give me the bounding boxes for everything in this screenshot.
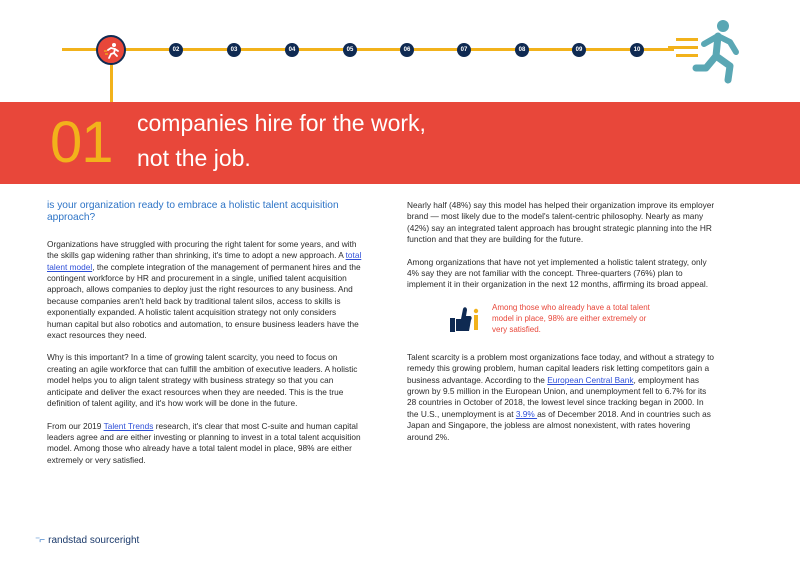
paragraph-text: research, it's clear that most C-suite and human capital leaders agree and are either investing or planning to invest in a total talent acquisition model. Among those who already have a total talent model in place, 98% are either extremely or very satisfied.	[47, 420, 361, 465]
randstad-logo-icon: ⁻⌐	[35, 535, 45, 546]
right-column	[407, 200, 717, 454]
paragraph-text: , the complete integration of the management of permanent hires and the contingent workforce by HR and procurement in a single, unified talent acquisition approach, allows companies to deploy just the right resources to any business. And because companies aren't held back by traditional talent silos, access to skills is exponentially expanded. A holistic talent acquisition strategy not only considers human capital but also robotics and automation, to ensure business leaders have the exact resources they need.	[47, 261, 361, 341]
paragraph: Among organizations that have not yet implemented a holistic talent strategy, only 4% say they are not familiar with the concept. Three-quarters (76%) plan to implement it in their organization in the next 12 months, affirming its broad appeal.	[407, 256, 709, 290]
paragraph	[407, 352, 717, 443]
runner-icon	[103, 42, 121, 60]
paragraph	[47, 239, 363, 342]
thumbs-up-info-icon	[450, 304, 480, 336]
timeline-step-10[interactable]: 10	[630, 43, 644, 57]
paragraph-text: From our 2019	[47, 420, 104, 431]
timeline-step-03[interactable]: 03	[227, 43, 241, 57]
brand-name: randstad sourceright	[48, 535, 140, 546]
chapter-timeline	[0, 0, 800, 100]
footer-logo	[35, 535, 139, 546]
chapter-title-line1: companies hire for the work,	[137, 110, 426, 136]
timeline-step-09[interactable]: 09	[572, 43, 586, 57]
running-person-icon	[690, 18, 746, 84]
timeline-step-02[interactable]: 02	[169, 43, 183, 57]
paragraph-text: Organizations have struggled with procuring the right talent for some years, and with the skills gap widening rather than shrinking, it's time to adopt a new approach. A	[47, 238, 357, 261]
unemployment-rate-link[interactable]: 3.9%	[515, 408, 538, 419]
timeline-step-06[interactable]: 06	[400, 43, 414, 57]
timeline-step-05[interactable]: 05	[343, 43, 357, 57]
talent-trends-link[interactable]: Talent Trends	[103, 420, 154, 431]
paragraph	[47, 421, 363, 467]
total-talent-model-link[interactable]: total talent model	[47, 250, 362, 272]
chapter-title-line2: not the job.	[137, 145, 251, 171]
timeline-step-04[interactable]: 04	[285, 43, 299, 57]
chapter-number: 01	[50, 110, 113, 175]
callout-text: Among those who already have a total talent model in place, 98% are either extremely or very satisfied.	[492, 302, 650, 334]
timeline-connector	[110, 60, 113, 102]
paragraph: Why is this important? In a time of growing talent scarcity, you need to focus on creating an agile workforce that can fulfill the ambition of executive leaders. A holistic model helps you to align talent strategy with business strategy so that you can anticipate and deliver the exact resources when they are needed. This is the true definition of talent agility, and it's how work will be done in the future.	[47, 352, 358, 409]
paragraph: Nearly half (48%) say this model has helped their organization improve its employer brand — most likely due to the model's talent-centric philosophy. Nearly as many (42%) say an integrated talent approach has brought strategic planning into the HR function and that they are building for the future.	[407, 200, 715, 245]
paragraph-text: Talent scarcity is a problem most organizations face today, and without a strategy to remedy this growing problem, human capital leaders risk letting competitors gain a business advantage. According to the	[407, 351, 714, 385]
european-central-bank-link[interactable]: European Central Bank	[547, 374, 634, 385]
section-question: is your organization ready to embrace a holistic talent acquisition approach?	[47, 200, 339, 224]
paragraph-text: , employment has grown by 9.5 million in the European Union, and unemployment fell to 6.7% for its 28 countries in October of 2018, the lowest level since tracking began in 2000. In the U.S., unemployment is at	[407, 374, 707, 419]
chapter-banner	[0, 102, 800, 184]
stat-callout	[407, 302, 717, 340]
timeline-step-07[interactable]: 07	[457, 43, 471, 57]
timeline-step-current[interactable]	[96, 35, 126, 65]
chapter-title	[137, 106, 426, 176]
timeline-step-08[interactable]: 08	[515, 43, 529, 57]
paragraph-text: as of December 2018. And in countries such as Japan and Singapore, the jobless are almost nonexistent, with rates hovering around 2%.	[407, 408, 711, 442]
left-column	[47, 200, 363, 477]
